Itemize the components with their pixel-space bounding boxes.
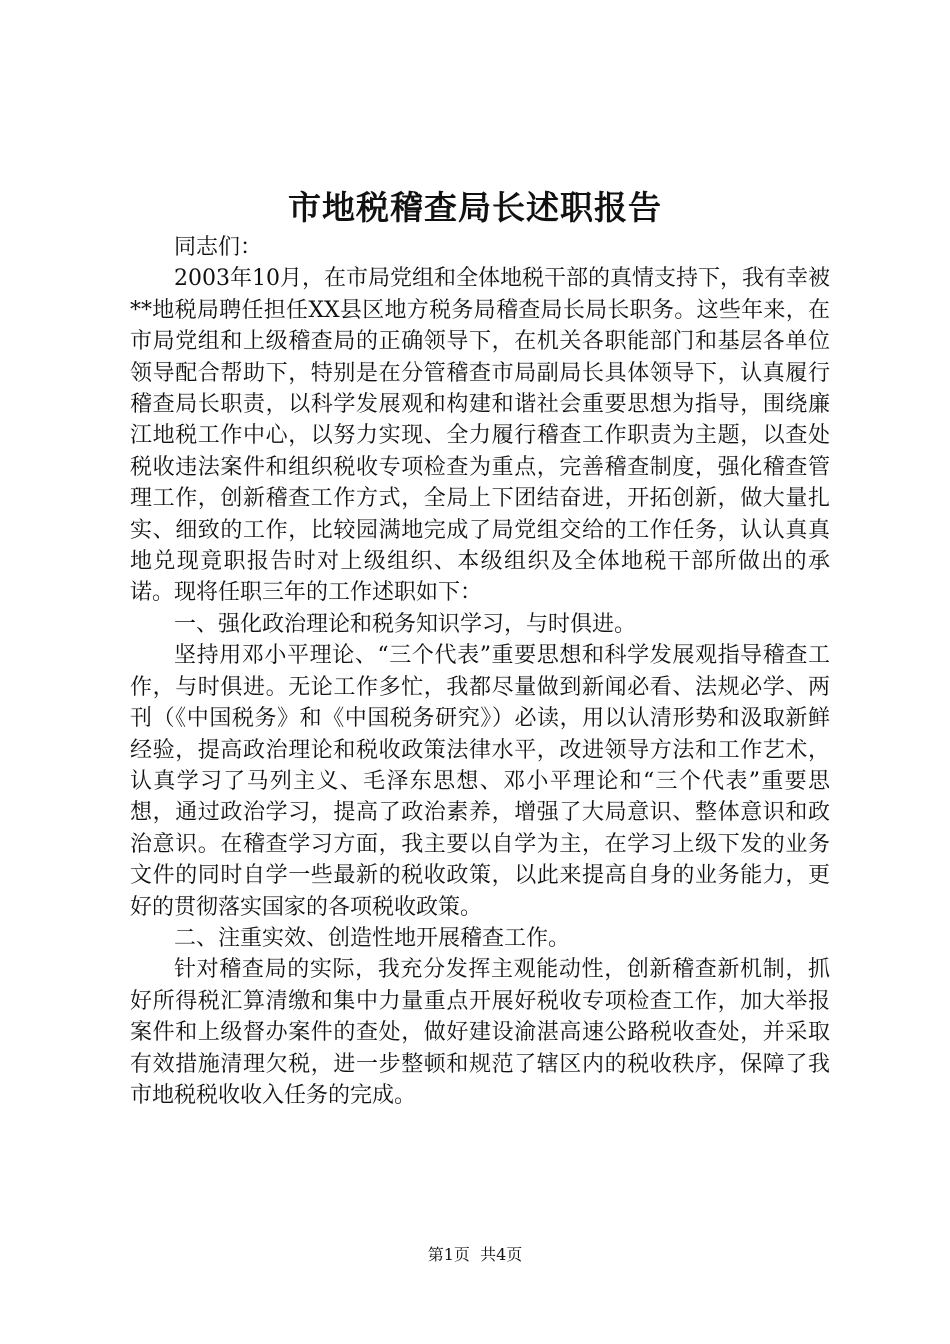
section-heading-1: 一、强化政治理论和税务知识学习，与时俱进。 [174, 611, 637, 637]
page-number: 第1页 [427, 1245, 470, 1264]
page-footer [0, 1243, 950, 1267]
footer-separator [470, 1245, 480, 1264]
document-title: 市地税稽查局长述职报告 [288, 188, 662, 227]
page-total: 共4页 [480, 1245, 523, 1264]
document-body [130, 232, 830, 1111]
section-heading-2: 二、注重实效、创造性地开展稽查工作。 [174, 925, 571, 951]
paragraph-intro: 2003年10月，在市局党组和全体地税干部的真情支持下，我有幸被**地税局聘任担任XX县区地方税务局稽查局长局长职务。这些年来，在市局党组和上级稽查局的正确领导下，在机关各职能部门和基层各单位领导配合帮助下，特别是在分管稽查市局副局长具体领导下，认真履行稽查局长职责，以科学发展观和构建和谐社会重要思想为指导，围绕廉江地税工作中心，以努力实现、全力履行稽查工作职责为主题，以查处税收违法案件和组织税收专项检查为重点，完善稽查制度，强化稽查管理工作，创新稽查工作方式，全局上下团结奋进，开拓创新，做大量扎实、细致的工作，比较园满地完成了局党组交给的工作任务，认认真真地兑现竟职报告时对上级组织、本级组织及全体地税干部所做出的承诺。现将任职三年的工作述职如下： [130, 266, 831, 606]
salutation: 同志们： [174, 235, 263, 260]
paragraph-section-1: 坚持用邓小平理论、“三个代表”重要思想和科学发展观指导稽查工作，与时俱进。无论工作多忙，我都尽量做到新闻必看、法规必学、两刊（《中国税务》和《中国税务研究》）必读，用以认清形势和汲取新鲜经验，提高政治理论和税收政策法律水平，改进领导方法和工作艺术，认真学习了马列主义、毛泽东思想、邓小平理论和“三个代表”重要思想，通过政治学习，提高了政治素养，增强了大局意识、整体意识和政治意识。在稽查学习方面，我主要以自学为主，在学习上级下发的业务文件的同时自学一些最新的税收政策，以此来提高自身的业务能力，更好的贯彻落实国家的各项税收政策。 [130, 643, 830, 920]
paragraph-section-2: 针对稽查局的实际，我充分发挥主观能动性，创新稽查新机制，抓好所得税汇算清缴和集中力量重点开展好税收专项检查工作，加大举报案件和上级督办案件的查处，做好建设渝湛高速公路税收查处，并采取有效措施清理欠税，进一步整顿和规范了辖区内的税收秩序，保障了我市地税税收收入任务的完成。 [130, 957, 830, 1108]
